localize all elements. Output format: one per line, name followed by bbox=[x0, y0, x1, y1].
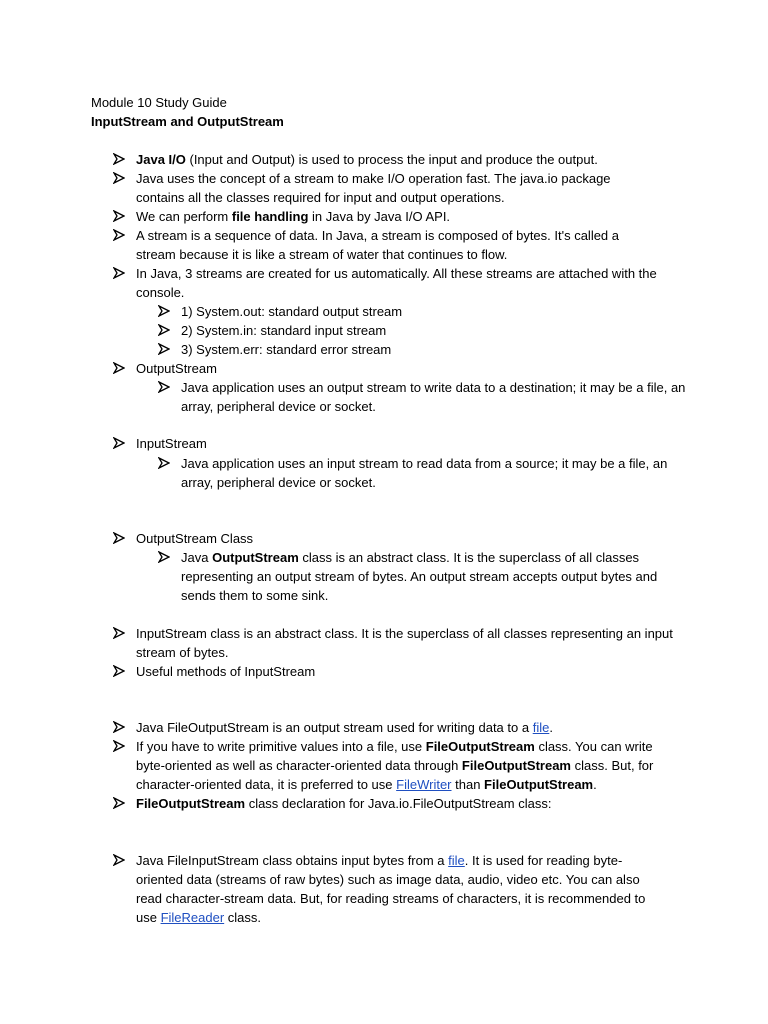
bullet-text: OutputStream bbox=[136, 361, 217, 376]
bullet-three-streams bbox=[136, 264, 676, 302]
document-header bbox=[91, 93, 284, 131]
bullet-text: OutputStream Class bbox=[136, 531, 254, 546]
bullet-inputstream bbox=[136, 434, 696, 453]
arrow-bullet-icon bbox=[113, 437, 125, 449]
bullet-text: If you have to write primitive values into a file, use bbox=[136, 739, 426, 754]
bold-term: file handling bbox=[231, 209, 309, 224]
arrow-bullet-icon bbox=[113, 854, 125, 866]
bullet-text: A stream is a sequence of data. In Java, a stream is composed of bytes. It's called a stream because it is like a stream of water that continues to flow. bbox=[136, 228, 620, 262]
arrow-bullet-icon bbox=[113, 229, 125, 241]
bullet-text: Java FileOutputStream is an output stream used for writing data to a bbox=[136, 720, 533, 735]
bullet-text: InputStream class is an abstract class. It is the superclass of all classes representing an input stream of bytes. bbox=[136, 626, 673, 660]
sub-bullet-outputstream-desc bbox=[181, 378, 691, 416]
file-link[interactable]: file bbox=[532, 720, 550, 735]
bullet-outputstream bbox=[136, 359, 696, 378]
bullet-primitive-values bbox=[136, 737, 681, 794]
bullet-text: 2) System.in: standard input stream bbox=[181, 323, 387, 338]
bullet-text: 3) System.err: standard error stream bbox=[181, 342, 392, 357]
bullet-fileinputstream bbox=[136, 851, 668, 927]
bullet-text: class. But, for character-oriented data, it is preferred to use bbox=[136, 758, 654, 792]
bullet-text: We can perform bbox=[136, 209, 232, 224]
arrow-bullet-icon bbox=[158, 457, 170, 469]
bullet-text: than bbox=[451, 777, 485, 792]
bullet-text: Java bbox=[181, 550, 213, 565]
filewriter-link[interactable]: FileWriter bbox=[396, 777, 452, 792]
bullet-text: class. You can write byte-oriented as well as character-oriented data through bbox=[136, 739, 653, 773]
bullet-stream-concept bbox=[136, 169, 641, 207]
bullet-fileoutputstream bbox=[136, 718, 696, 737]
arrow-bullet-icon bbox=[113, 532, 125, 544]
module-title: Module 10 Study Guide bbox=[91, 95, 227, 110]
bullet-text: in Java by Java I/O API. bbox=[308, 209, 451, 224]
arrow-bullet-icon bbox=[158, 305, 170, 317]
bullet-text: class. bbox=[224, 910, 262, 925]
bold-term: FileOutputStream bbox=[461, 758, 571, 773]
arrow-bullet-icon bbox=[113, 740, 125, 752]
bold-term: Java I/O bbox=[136, 152, 186, 167]
arrow-bullet-icon bbox=[158, 324, 170, 336]
bullet-useful-methods bbox=[136, 662, 696, 681]
bullet-text: 1) System.out: standard output stream bbox=[181, 304, 403, 319]
bold-term: OutputStream bbox=[212, 550, 299, 565]
bullet-java-io bbox=[136, 150, 696, 169]
bold-term: FileOutputStream bbox=[136, 796, 246, 811]
bullet-inputstream-class bbox=[136, 624, 676, 662]
arrow-bullet-icon bbox=[113, 721, 125, 733]
sub-bullet-system-in bbox=[181, 321, 691, 340]
bullet-stream-definition bbox=[136, 226, 646, 264]
file-link[interactable]: file bbox=[448, 853, 465, 868]
bullet-text: Java FileInputStream class obtains input bytes from a bbox=[136, 853, 449, 868]
topic-title: InputStream and OutputStream bbox=[91, 114, 284, 129]
bullet-text: InputStream bbox=[136, 436, 207, 451]
arrow-bullet-icon bbox=[113, 210, 125, 222]
bullet-text: In Java, 3 streams are created for us automatically. All these streams are attached with the console. bbox=[136, 266, 657, 300]
arrow-bullet-icon bbox=[113, 153, 125, 165]
sub-bullet-outputstream-class-desc bbox=[181, 548, 676, 605]
filereader-link[interactable]: FileReader bbox=[160, 910, 225, 925]
arrow-bullet-icon bbox=[113, 362, 125, 374]
bullet-text: . It is used for reading byte-oriented data (streams of raw bytes) such as image data, audio, video etc. You can also read character-stream data. But, for reading streams of characters, it is recommended to use bbox=[136, 853, 646, 925]
arrow-bullet-icon bbox=[113, 172, 125, 184]
arrow-bullet-icon bbox=[158, 381, 170, 393]
bullet-text: Java uses the concept of a stream to make I/O operation fast. The java.io package contains all the classes required for input and output operations. bbox=[136, 171, 611, 205]
bullet-text: class is an abstract class. It is the superclass of all classes representing an output stream of bytes. An output stream accepts output bytes and sends them to some sink. bbox=[181, 550, 658, 603]
bullet-text: . bbox=[593, 777, 597, 792]
sub-bullet-system-err bbox=[181, 340, 691, 359]
bold-term: FileOutputStream bbox=[484, 777, 594, 792]
bullet-outputstream-class bbox=[136, 529, 696, 548]
arrow-bullet-icon bbox=[113, 267, 125, 279]
bold-term: FileOutputStream bbox=[425, 739, 535, 754]
sub-bullet-system-out bbox=[181, 302, 691, 321]
bullet-text: class declaration for Java.io.FileOutputStream class: bbox=[245, 796, 552, 811]
bullet-text: Java application uses an output stream to write data to a destination; it may be a file, an array, peripheral device or socket. bbox=[181, 380, 686, 414]
sub-bullet-inputstream-desc bbox=[181, 454, 691, 492]
arrow-bullet-icon bbox=[113, 797, 125, 809]
bullet-text: . bbox=[549, 720, 553, 735]
arrow-bullet-icon bbox=[158, 343, 170, 355]
bullet-file-handling bbox=[136, 207, 696, 226]
bullet-text: Java application uses an input stream to read data from a source; it may be a file, an array, peripheral device or socket. bbox=[181, 456, 668, 490]
bullet-text: Useful methods of InputStream bbox=[136, 664, 316, 679]
bullet-class-declaration bbox=[136, 794, 696, 813]
arrow-bullet-icon bbox=[113, 627, 125, 639]
arrow-bullet-icon bbox=[113, 665, 125, 677]
arrow-bullet-icon bbox=[158, 551, 170, 563]
bullet-text: (Input and Output) is used to process the input and produce the output. bbox=[185, 152, 598, 167]
